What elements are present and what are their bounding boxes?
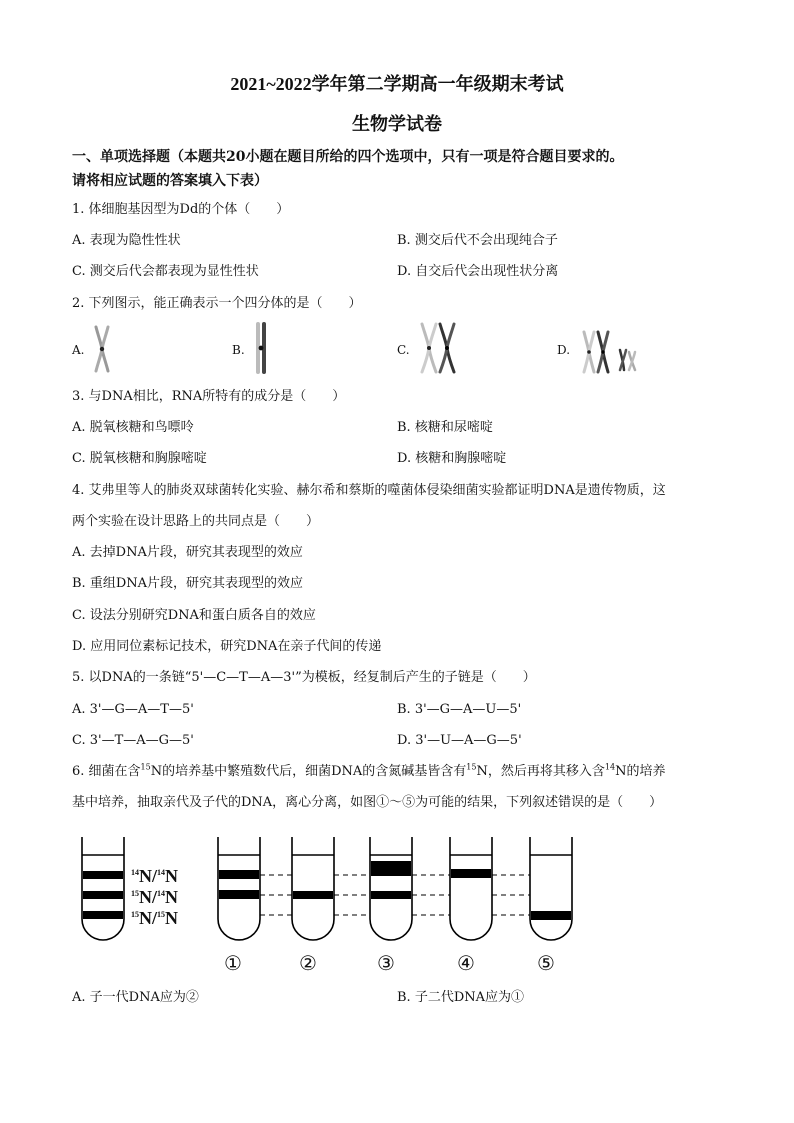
chromosome-figure-c: [418, 322, 458, 374]
q3-option-a: A. 脱氧核糖和鸟嘌呤: [72, 420, 194, 435]
q6-stem: 6. 细菌在含$^{15}$N的培养基中繁殖数代后，细菌DNA的含氮碱基皆含有$^{15}$N，然后再将其移入含$^{14}$N的培养: [72, 762, 666, 779]
tube-label-4: ④: [457, 951, 475, 975]
q4-option-d: D. 应用同位素标记技术，研究DNA在亲子代间的传递: [72, 639, 382, 654]
q2-option-c: C.: [397, 343, 410, 357]
q6-option-b: B. 子二代DNA应为①: [397, 990, 525, 1005]
q4-stem-line2: 两个实验在设计思路上的共同点是（ ）: [72, 514, 320, 529]
tube-label-5: ⑤: [537, 951, 555, 975]
q3-option-b: B. 核糖和尿嘧啶: [397, 420, 493, 435]
q5-option-c: C. 3'—T—A—G—5': [72, 733, 194, 748]
tube-label-2: ②: [299, 951, 317, 975]
exam-title: 2021~2022学年第二学期高一年级期末考试: [230, 74, 564, 94]
band-label-15n-14n: $^{15}$N/$^{14}$N: [131, 887, 178, 907]
q6-option-a: A. 子一代DNA应为②: [72, 990, 199, 1005]
q4-option-c: C. 设法分别研究DNA和蛋白质各自的效应: [72, 608, 316, 623]
q2-option-a: A.: [72, 343, 85, 357]
exam-subtitle: 生物学试卷: [352, 114, 442, 134]
q1-option-d: D. 自交后代会出现性状分离: [397, 264, 559, 279]
tube-label-1: ①: [224, 951, 242, 975]
q1-stem: 1. 体细胞基因型为Dd的个体（ ）: [72, 202, 290, 217]
section-heading: 一、单项选择题（本题共20小题在题目所给的四个选项中，只有一项是符合题目要求的。: [72, 149, 624, 165]
q1-option-c: C. 测交后代会都表现为显性性状: [72, 264, 259, 279]
q5-option-d: D. 3'—U—A—G—5': [397, 733, 522, 748]
tube-label-3: ③: [377, 951, 395, 975]
chromosome-figure-d: [580, 330, 642, 374]
q3-stem: 3. 与DNA相比，RNA所特有的成分是（ ）: [72, 389, 346, 404]
q3-option-d: D. 核糖和胸腺嘧啶: [397, 451, 507, 466]
q2-option-b: B.: [232, 343, 245, 357]
q3-option-c: C. 脱氧核糖和胸腺嘧啶: [72, 451, 207, 466]
q5-option-b: B. 3'—G—A—U—5': [397, 702, 522, 717]
q1-option-b: B. 测交后代不会出现纯合子: [397, 233, 558, 248]
q4-stem: 4. 艾弗里等人的肺炎双球菌转化实验、赫尔希和蔡斯的噬菌体侵染细菌实验都证明DNA是遗传物质，这: [72, 483, 666, 498]
q6-stem-line2: 基中培养，抽取亲代及子代的DNA，离心分离，如图①～⑤为可能的结果，下列叙述错误的是（ ）: [72, 795, 663, 810]
chromosome-figure-a: [90, 325, 114, 373]
q2-stem: 2. 下列图示，能正确表示一个四分体的是（ ）: [72, 296, 362, 311]
q1-option-a: A. 表现为隐性性状: [72, 233, 181, 248]
section-heading-line2: 请将相应试题的答案填入下表）: [72, 173, 268, 189]
q4-option-b: B. 重组DNA片段，研究其表现型的效应: [72, 576, 304, 591]
band-label-14n-14n: $^{14}$N/$^{14}$N: [131, 866, 178, 886]
band-label-15n-15n: $^{15}$N/$^{15}$N: [131, 908, 178, 928]
q5-stem: 5. 以DNA的一条链“5'—C—T—A—3'”为模板，经复制后产生的子链是（ ）: [72, 670, 536, 685]
q2-option-d: D.: [557, 343, 571, 357]
q5-option-a: A. 3'—G—A—T—5': [72, 702, 194, 717]
q4-option-a: A. 去掉DNA片段，研究其表现型的效应: [72, 545, 303, 560]
chromosome-figure-b: [250, 322, 272, 374]
